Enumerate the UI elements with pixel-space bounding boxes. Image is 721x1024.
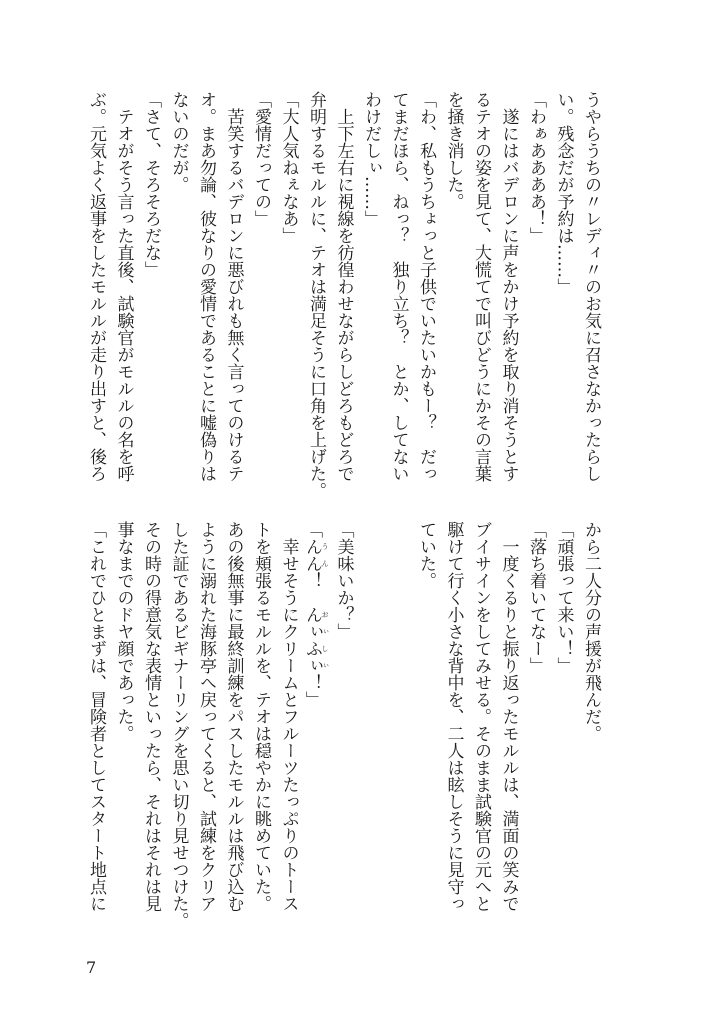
ruby-reading: うん bbox=[321, 538, 329, 572]
text-line: 「美味いか？」 bbox=[333, 521, 354, 640]
text-line: 「愛情だっての」 bbox=[251, 91, 271, 227]
ruby-text bbox=[302, 606, 329, 674]
text-line: 「さて、そろそろだな」 bbox=[141, 91, 161, 278]
text-line: その時の得意気な表情といったら、それはそれは見 bbox=[141, 521, 161, 912]
text-line: 上下左右に視線を彷徨わせながらしどろもどろで bbox=[333, 91, 354, 482]
text-line: あの後無事に最終訓練をパスしたモルルは飛び込む bbox=[223, 521, 244, 912]
text-line bbox=[384, 521, 412, 933]
text-line: テオがそう言った直後、試験官がモルルの名を呼 bbox=[113, 91, 134, 482]
text-line: 苦笑するバデロンに悪びれも無く言ってのけるテ bbox=[223, 91, 244, 482]
text-line: 「大人気ねぇなあ」 bbox=[278, 91, 299, 244]
text-line: から二人分の声援が飛んだ。 bbox=[581, 521, 601, 742]
text-line: 「わぁああああ！」 bbox=[526, 91, 546, 244]
text-line: 事なまでのドヤ顔であった。 bbox=[113, 521, 134, 742]
text-line: うやらうちの〃レディ〃のお気に召さなかったらし bbox=[581, 91, 601, 482]
text-block-bottom bbox=[81, 521, 604, 933]
text-line: ていた。 bbox=[416, 521, 436, 589]
ruby-text bbox=[302, 538, 329, 572]
ruby-reading: おぃしぃ bbox=[321, 606, 329, 674]
text-line: 弁明するモルルに、テオは満足そうに口角を上げた。 bbox=[306, 91, 326, 499]
text-line: わけだしぃ……」 bbox=[361, 91, 381, 227]
text-line: オ。まあ勿論、彼なりの愛情であることに嘘偽りは bbox=[196, 91, 216, 482]
text-segment: 「 bbox=[302, 521, 322, 538]
text-line: 幸せそうにクリームとフルーツたっぷりのトース bbox=[278, 521, 299, 912]
ruby-base: んん bbox=[302, 538, 322, 572]
text-line: い。残念だが予約は……」 bbox=[553, 91, 574, 295]
text-line: ブイサインをしてみせる。そのまま試験官の元へと bbox=[471, 521, 491, 912]
text-line: 「落ち着いてなー」 bbox=[526, 521, 546, 674]
text-block-top bbox=[81, 91, 604, 503]
text-line: 駆けて行く小さな背中を、二人は眩しそうに見守っ bbox=[443, 521, 464, 912]
text-line: 一度くるりと振り返ったモルルは、満面の笑みで bbox=[498, 521, 519, 912]
text-line: 「頑張って来い！」 bbox=[553, 521, 574, 674]
text-line: 「これでひとまずは、冒険者としてスタート地点に bbox=[86, 521, 106, 912]
text-line: ないのだが。 bbox=[168, 91, 189, 193]
text-line: てまだほら、ねっ？ 独り立ち？ とか、してない bbox=[388, 91, 409, 482]
text-line: トを頬張るモルルを、テオは穏やかに眺めていた。 bbox=[251, 521, 271, 912]
page-number: 7 bbox=[86, 958, 97, 977]
ruby-base: んぃふぃ bbox=[302, 606, 322, 674]
text-segment: ！」 bbox=[302, 674, 322, 708]
text-line: ぶ。元気よく返事をしたモルルが走り出すと、後ろ bbox=[86, 91, 106, 482]
text-line: した証であるビギナーリングを思い切り見せつけた。 bbox=[168, 521, 189, 929]
text-line: 「わ、私もうちょっと子供でいたいかもー？ だっ bbox=[416, 91, 436, 482]
text-line: るテオの姿を見て、大慌てで叫びどうにかその言葉 bbox=[471, 91, 491, 482]
text-line bbox=[302, 521, 330, 933]
text-line: ように溺れた海豚亭へ戻ってくると、試練をクリア bbox=[196, 521, 216, 912]
text-line: を掻き消した。 bbox=[443, 91, 464, 210]
text-line bbox=[357, 521, 385, 933]
text-segment: ！ bbox=[302, 572, 322, 606]
text-line: 遂にはバデロンに声をかけ予約を取り消そうとす bbox=[498, 91, 519, 482]
